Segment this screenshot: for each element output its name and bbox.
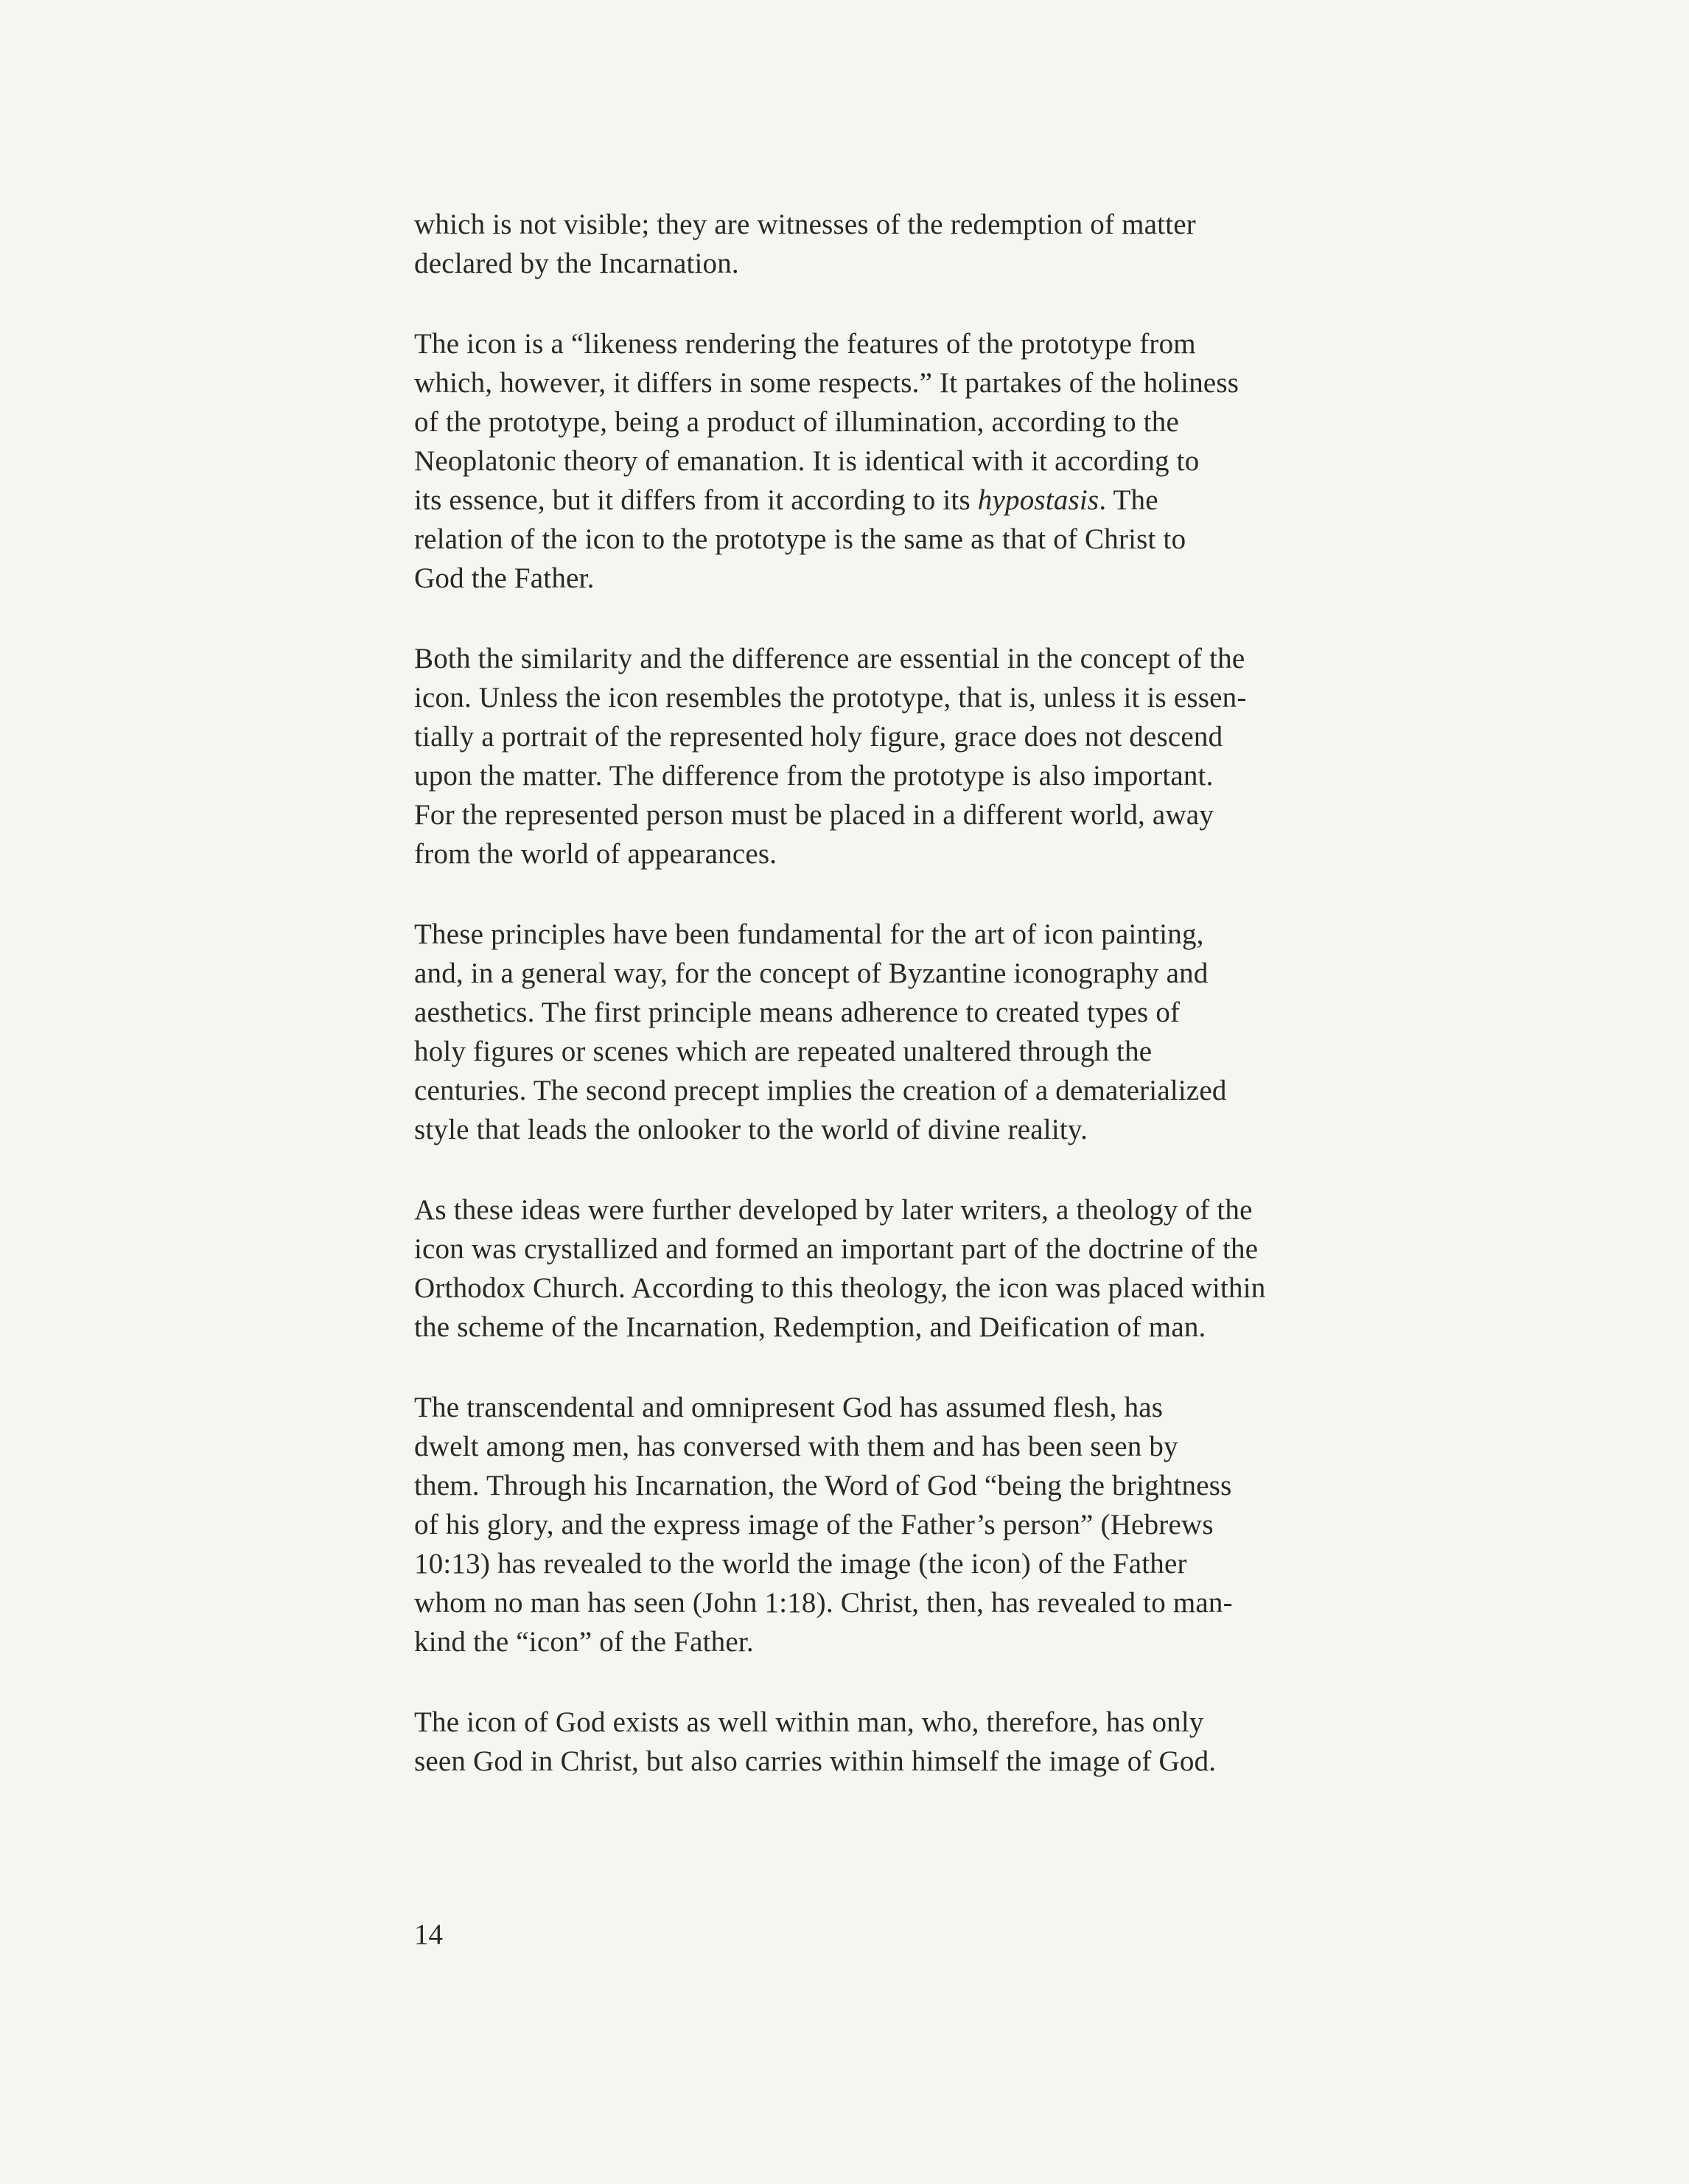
text-line: icon was crystallized and formed an important part of the doctrine of the <box>414 1233 1259 1265</box>
paragraph <box>414 1190 1490 1347</box>
text-line: relation of the icon to the prototype is the same as that of Christ to <box>414 523 1186 555</box>
text-line: As these ideas were further developed by later writers, a theology of the <box>414 1194 1253 1226</box>
paragraph <box>414 915 1490 1149</box>
text-line: kind the “icon” of the Father. <box>414 1626 754 1658</box>
text-line: These principles have been fundamental for the art of icon painting, <box>414 918 1204 950</box>
text-line: upon the matter. The difference from the prototype is also important. <box>414 760 1214 792</box>
text-line: Orthodox Church. According to this theology, the icon was placed within <box>414 1272 1266 1304</box>
body-text <box>414 205 1490 1822</box>
text-line: aesthetics. The first principle means adherence to created types of <box>414 997 1181 1028</box>
text-line: The icon is a “likeness rendering the features of the prototype from <box>414 328 1196 360</box>
text-line: from the world of appearances. <box>414 838 777 870</box>
italic-term: hypostasis <box>977 484 1099 516</box>
text-line: tially a portrait of the represented holy figure, grace does not descend <box>414 721 1223 753</box>
text-line: of the prototype, being a product of illumination, according to the <box>414 406 1179 438</box>
text-line: which is not visible; they are witnesses of the redemption of matter <box>414 209 1196 240</box>
text-line: Both the similarity and the difference are essential in the concept of the <box>414 643 1245 674</box>
page-number: 14 <box>414 1919 443 1950</box>
text-line: centuries. The second precept implies the creation of a dematerialized <box>414 1075 1227 1106</box>
text-line: The transcendental and omnipresent God has assumed flesh, has <box>414 1392 1164 1423</box>
text-line: whom no man has seen (John 1:18). Christ, then, has revealed to man- <box>414 1587 1233 1619</box>
text-line: them. Through his Incarnation, the Word of God “being the brightness <box>414 1470 1232 1501</box>
text-line: God the Father. <box>414 562 595 594</box>
paragraph <box>414 205 1490 283</box>
text-line: the scheme of the Incarnation, Redemption, and Deification of man. <box>414 1311 1206 1343</box>
text-line: seen God in Christ, but also carries within himself the image of God. <box>414 1745 1217 1777</box>
text-line: dwelt among men, has conversed with them and has been seen by <box>414 1431 1178 1462</box>
text-line: and, in a general way, for the concept of Byzantine iconography and <box>414 957 1209 989</box>
text-line: For the represented person must be placed in a different world, away <box>414 799 1214 831</box>
text-line: declared by the Incarnation. <box>414 248 739 279</box>
paragraph <box>414 1703 1490 1781</box>
text-line: of his glory, and the express image of the Father’s person” (Hebrews <box>414 1509 1214 1541</box>
paragraph <box>414 1388 1490 1661</box>
text-line: 10:13) has revealed to the world the image (the icon) of the Father <box>414 1548 1187 1580</box>
paragraph <box>414 639 1490 873</box>
text-line: Neoplatonic theory of emanation. It is identical with it according to <box>414 445 1200 477</box>
text-segment: . The <box>1099 484 1158 516</box>
text-line: icon. Unless the icon resembles the prototype, that is, unless it is essen- <box>414 682 1247 714</box>
text-segment: its essence, but it differs from it according to its <box>414 484 978 516</box>
text-line: which, however, it differs in some respects.” It partakes of the holiness <box>414 367 1239 399</box>
text-line: holy figures or scenes which are repeated unaltered through the <box>414 1036 1153 1067</box>
paragraph <box>414 324 1490 598</box>
text-line <box>414 481 1490 520</box>
text-line: style that leads the onlooker to the world of divine reality. <box>414 1114 1088 1145</box>
text-line: The icon of God exists as well within man, who, therefore, has only <box>414 1706 1204 1738</box>
